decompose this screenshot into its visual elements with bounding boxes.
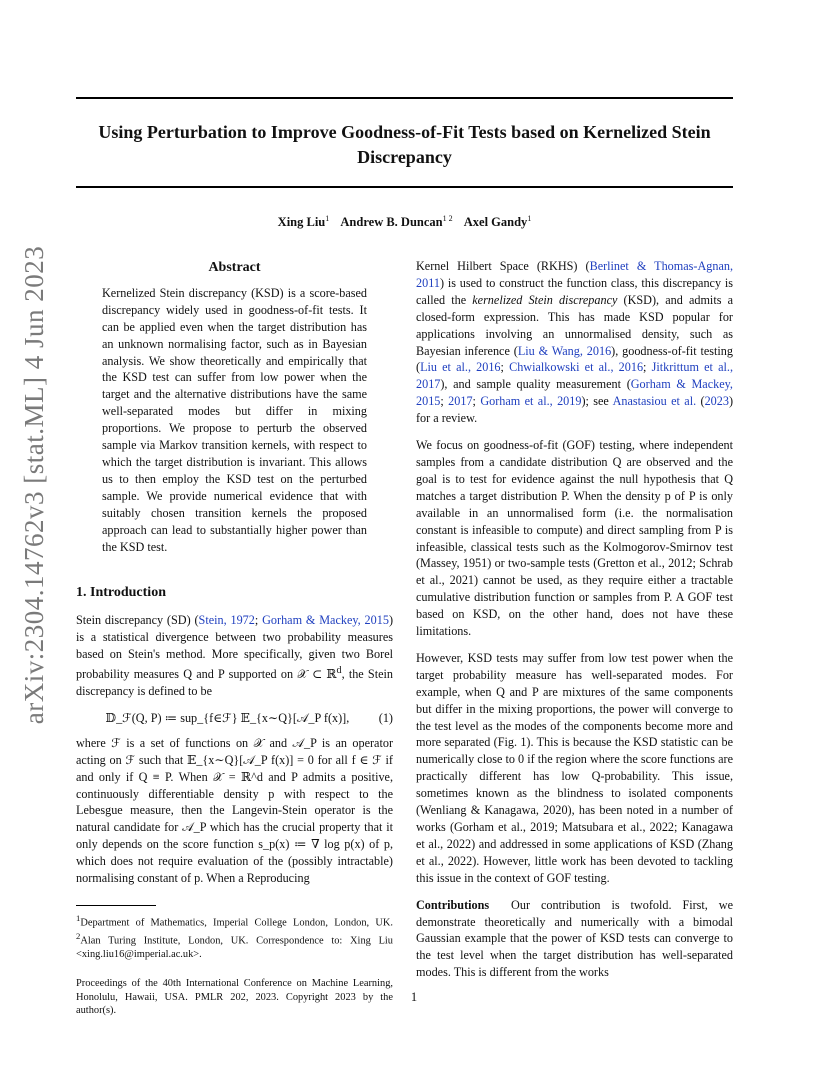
citation-link[interactable]: Jitkrittum et al., 2017 xyxy=(416,360,733,392)
citation-link[interactable]: Liu & Wang, 2016 xyxy=(517,343,612,358)
citation-link[interactable]: 2023 xyxy=(704,394,729,409)
citation-link[interactable]: Chwialkowski et al., 2016 xyxy=(509,360,644,375)
author-3: Axel Gandy$^1$ xyxy=(463,214,532,230)
author-list xyxy=(76,214,733,230)
intro-paragraph-5: However, KSD tests may suffer from low test power when the target probability measure has well-separated modes. For example, when Q and P are mixtures of the same components but differ in the mixing proportions, the power will converge to the test level as the modes of the components become more and more separated (Fig. 1). This is because the KSD statistic can be numerically close to 0 if the region where the score functions are practically different has low Q-probability. This issue, sometimes known as the blindness to isolated components (Wenliang & Kanagawa, 2020), has been noted in a number of works (Gorham et al., 2019; Matsubara et al., 2022; Kanagawa et al., 2022) and addressed in some applications of KSD (Zhang et al., 2022). However, little work has been devoted to tackling this issue in the context of GOF testing. xyxy=(416,650,733,885)
intro-paragraph-3: Kernel Hilbert Space (RKHS) (Berlinet & Thomas-Agnan, 2011) is used to construct the function class, this discrepancy is called the kernelized Stein discrepancy (KSD), and admits a closed-form expression. This has made KSD popular for applications involving an unnormalised density, such as Bayesian inference (Liu & Wang, 2016), goodness-of-fit testing (Liu et al., 2016; Chwialkowski et al., 2016; Jitkrittum et al., 2017), and sample quality measurement (Gorham & Mackey, 2015; 2017; Gorham et al., 2019); see Anastasiou et al. (2023) for a review. xyxy=(416,259,734,426)
footnote: $^1$Department of Mathematics, Imperial College London, London, UK. $^2$Alan Turing Institute, London, UK. Correspondence to: Xing Liu <xing.liu16@imperial.ac.uk>. xyxy=(76,912,393,960)
citation-link[interactable]: Gorham & Mackey, 2015 xyxy=(262,613,389,628)
left-column xyxy=(76,258,393,1018)
author-2: Andrew B. Duncan$^{1 2}$ xyxy=(340,214,453,230)
citation-link[interactable]: Stein, 1972 xyxy=(198,613,255,628)
citation-link[interactable]: Gorham & Mackey, 2015 xyxy=(416,377,733,409)
intro-paragraph-2: where ℱ is a set of functions on 𝒳 and 𝒜_P is an operator acting on ℱ such that 𝔼_{x∼Q}[𝒜_P f(x)] = 0 for all f ∈ ℱ if and only if Q ≡ P. When 𝒳 = ℝ^d and P admits a positive, continuously differentiable density p with respect to the Lebesgue measure, then the Langevin-Stein operator is the natural candidate for 𝒜_P which has the crucial property that it only depends on the score function s_p(x) ≔ ∇ log p(x) of p, which does not require evaluation of the (possibly intractable) normalising constant of p. When a Reproducing xyxy=(76,735,393,886)
title-bottom-rule xyxy=(76,186,733,188)
author-1: Xing Liu$^1$ xyxy=(277,214,330,230)
equation-body: 𝔻_ℱ(Q, P) ≔ sup_{f∈ℱ} 𝔼_{x∼Q}[𝒜_P f(x)], xyxy=(105,710,350,725)
intro-paragraph-1: Stein discrepancy (SD) (Stein, 1972; Gorham & Mackey, 2015) is a statistical divergence between two probability measures based on Stein's method. More specifically, given two Borel probability measures Q and P supported on 𝒳 ⊂ ℝ$^d$, the Stein discrepancy is defined to be xyxy=(76,613,393,698)
citation-link[interactable]: Berlinet & Thomas-Agnan, 2011 xyxy=(416,259,733,290)
proceedings-note: Proceedings of the 40th International Conference on Machine Learning, Honolulu, Hawaii, USA. PMLR 202, 2023. Copyright 2023 by the author(s). xyxy=(76,978,393,1017)
section-heading-introduction: 1. Introduction xyxy=(76,585,166,601)
abstract-heading: Abstract xyxy=(208,260,261,275)
abstract-text: Kernelized Stein discrepancy (KSD) is a score-based discrepancy widely used in goodness-of-fit tests. It can be applied even when the target distribution has an unknown normalising factor, such as in Bayesian analysis. We show theoretically and empirically that the KSD test can suffer from low power when the target and the alternative distributions have the same well-separated modes but differ in mixing proportions. We propose to perturb the observed sample via Markov transition kernels, with respect to which the target distribution is invariant. This allows us to then employ the KSD test on the perturbed sample. We provide numerical evidence that with suitably chosen transition kernels the proposed approach can lead to substantially higher power than the KSD test. xyxy=(102,285,367,554)
equation-number: (1) xyxy=(378,710,393,725)
right-column xyxy=(416,258,733,991)
citation-link[interactable]: Gorham et al., 2019 xyxy=(480,394,582,409)
equation-1 xyxy=(76,710,393,727)
arxiv-identifier: arXiv:2304.14762v3 [stat.ML] 4 Jun 2023 xyxy=(19,245,49,725)
intro-paragraph-4: We focus on goodness-of-fit (GOF) testing, where independent samples from a candidate distribution Q are observed and the goal is to test for evidence against the null hypothesis that Q matches a target distribution P. When the density p of P is only available in an unnormalised form (i.e. the normalisation constant is infeasible to compute) and direct sampling from P is infeasible, classical tests such as the Kolmogorov-Smirnov test (Massey, 1951) or two-sample tests (Gretton et al., 2012; Schrab et al., 2021) cannot be used, as they require either a tractable cumulative distribution function or samples from P. A GOF test based on KSD, on the other hand, does not have these limitations. xyxy=(416,438,733,639)
citation-link[interactable]: Anastasiou et al. xyxy=(612,394,697,409)
citation-link[interactable]: Liu et al., 2016 xyxy=(420,360,501,375)
citation-link[interactable]: 2017 xyxy=(448,394,473,409)
paper-title: Using Perturbation to Improve Goodness-of-Fit Tests based on Kernelized Stein Discrepancy xyxy=(98,122,711,167)
contributions-paragraph: Contributions Our contribution is twofold. First, we demonstrate theoretically and numerically with a bimodal Gaussian example that the power of KSD tests can converge to the test level when the target distribution has well-separated modes. This is different from the works xyxy=(416,897,733,980)
contributions-heading: Contributions xyxy=(416,897,490,912)
page-number: 1 xyxy=(410,990,418,1004)
footnote-rule xyxy=(76,905,156,906)
top-rule xyxy=(76,97,733,99)
